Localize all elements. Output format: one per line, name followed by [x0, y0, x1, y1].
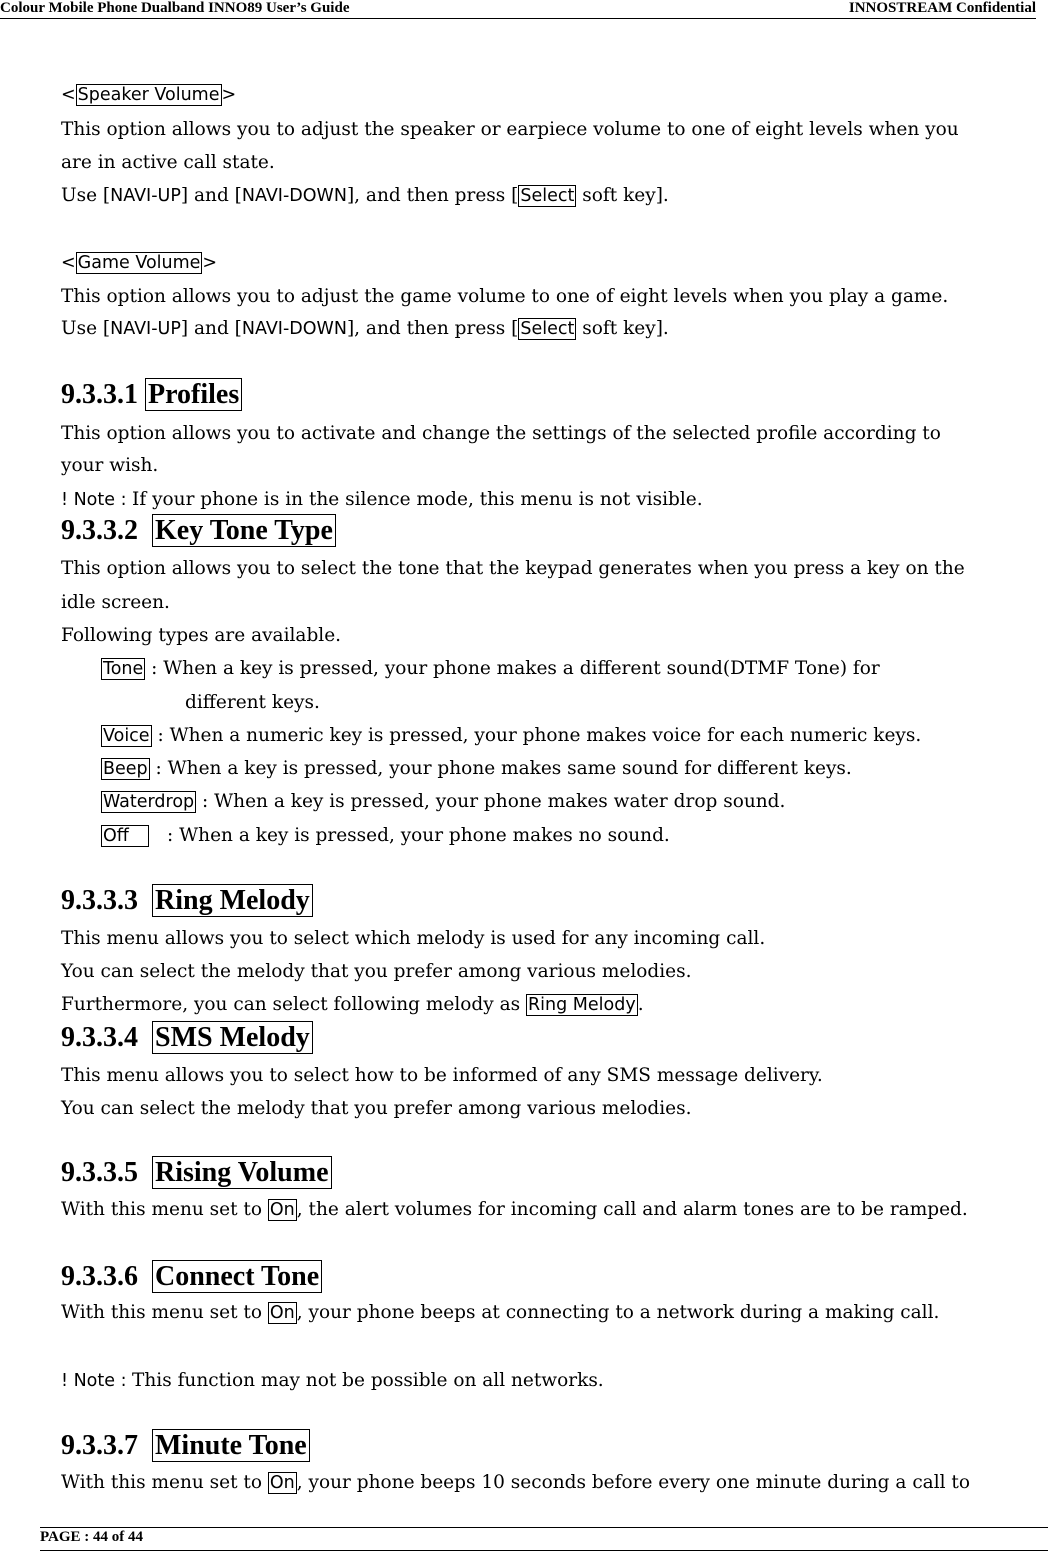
- speaker-volume-heading: < Speaker Volume >: [61, 85, 237, 105]
- page-header: [0, 0, 1036, 19]
- page-number: PAGE : 44 of 44: [40, 1529, 144, 1545]
- sms-melody-desc-2: You can select the melody that you prefer among various melodies.: [61, 1098, 692, 1119]
- speaker-volume-desc-1: This option allows you to adjust the speaker or earpiece volume to one of eight levels when you: [61, 119, 959, 140]
- ring-melody-desc-1: This menu allows you to select which melody is used for any incoming call.: [61, 928, 766, 949]
- ring-melody-desc-2: You can select the melody that you prefer among various melodies.: [61, 961, 692, 982]
- section-heading-minute-tone: 9.3.3.7 Minute Tone: [61, 1430, 310, 1462]
- game-volume-desc: This option allows you to adjust the game volume to one of eight levels when you play a game.: [61, 286, 949, 307]
- header-confidential: INNOSTREAM Confidential: [848, 0, 1036, 16]
- game-volume-usage: Use [NAVI-UP] and [NAVI-DOWN], and then press [ Select soft key].: [61, 318, 669, 339]
- key-tone-option-beep: Beep : When a key is pressed, your phone makes same sound for different keys.: [103, 758, 852, 779]
- navi-up-key: NAVI-UP: [110, 186, 181, 206]
- section-heading-sms-melody: 9.3.3.4 SMS Melody: [61, 1022, 313, 1054]
- navi-up-key: NAVI-UP: [110, 319, 181, 339]
- profiles-desc-1: This option allows you to activate and change the settings of the selected profile according to: [61, 423, 941, 444]
- speaker-volume-desc-2: are in active call state.: [61, 152, 275, 173]
- page-footer: [40, 1527, 1048, 1551]
- minute-tone-desc: With this menu set to On , your phone beeps 10 seconds before every one minute during a call to: [61, 1472, 970, 1493]
- select-soft-key: Select: [520, 186, 575, 206]
- ring-melody-desc-3: Furthermore, you can select following melody as Ring Melody .: [61, 994, 644, 1015]
- speaker-volume-label: Speaker Volume: [77, 85, 220, 105]
- game-volume-label: Game Volume: [77, 253, 201, 273]
- key-tone-desc-3: Following types are available.: [61, 625, 342, 646]
- connect-tone-desc: With this menu set to On , your phone beeps at connecting to a network during a making call.: [61, 1302, 940, 1323]
- key-tone-desc-1: This option allows you to select the tone that the keypad generates when you press a key on the: [61, 558, 965, 579]
- profiles-desc-2: your wish.: [61, 455, 159, 476]
- key-tone-desc-2: idle screen.: [61, 592, 170, 613]
- section-heading-connect-tone: 9.3.3.6 Connect Tone: [61, 1261, 322, 1293]
- connect-tone-note: ! Note : This function may not be possible on all networks.: [61, 1370, 604, 1391]
- key-tone-option-off: Off : When a key is pressed, your phone makes no sound.: [103, 825, 670, 846]
- key-tone-option-waterdrop: Waterdrop : When a key is pressed, your phone makes water drop sound.: [103, 791, 786, 812]
- navi-down-key: NAVI-DOWN: [241, 319, 347, 339]
- section-heading-ring-melody: 9.3.3.3 Ring Melody: [61, 885, 313, 917]
- key-tone-option-tone-cont: different keys.: [185, 692, 320, 713]
- game-volume-heading: < Game Volume >: [61, 253, 218, 273]
- section-heading-key-tone-type: 9.3.3.2 Key Tone Type: [61, 515, 336, 547]
- speaker-volume-usage: Use [NAVI-UP] and [NAVI-DOWN], and then press [ Select soft key].: [61, 185, 669, 206]
- navi-down-key: NAVI-DOWN: [241, 186, 347, 206]
- section-heading-profiles: 9.3.3.1 Profiles: [61, 379, 242, 411]
- section-heading-rising-volume: 9.3.3.5 Rising Volume: [61, 1157, 332, 1189]
- header-title: Colour Mobile Phone Dualband INNO89 User’s Guide: [0, 0, 350, 16]
- key-tone-option-voice: Voice : When a numeric key is pressed, your phone makes voice for each numeric keys.: [103, 725, 922, 746]
- profiles-note: ! Note : If your phone is in the silence mode, this menu is not visible.: [61, 489, 703, 510]
- key-tone-option-tone: Tone : When a key is pressed, your phone makes a different sound(DTMF Tone) for: [103, 658, 880, 679]
- sms-melody-desc-1: This menu allows you to select how to be informed of any SMS message delivery.: [61, 1065, 823, 1086]
- rising-volume-desc: With this menu set to On , the alert volumes for incoming call and alarm tones are to be ramped.: [61, 1199, 968, 1220]
- select-soft-key: Select: [520, 319, 575, 339]
